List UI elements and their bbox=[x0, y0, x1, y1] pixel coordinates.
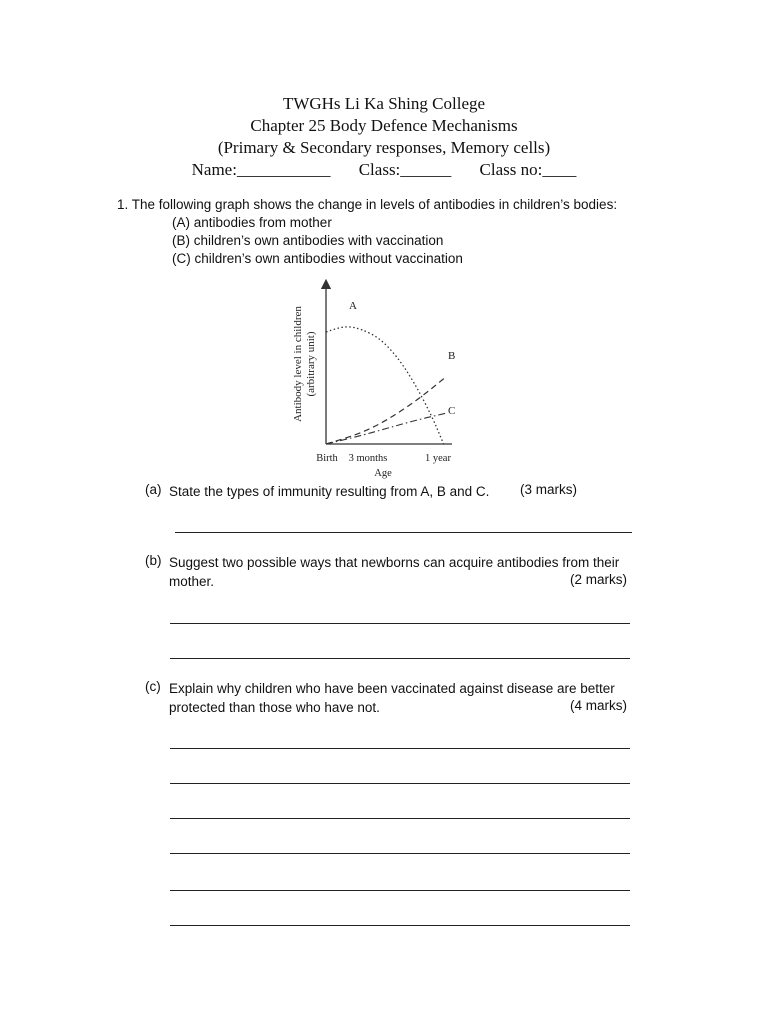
question-1c bbox=[145, 679, 627, 719]
antibody-graph bbox=[280, 278, 480, 483]
series-c-line bbox=[326, 413, 446, 444]
series-c-label: C bbox=[448, 405, 456, 417]
part-b-label: (b) bbox=[145, 553, 162, 568]
chapter-title: Chapter 25 Body Defence Mechanisms bbox=[250, 116, 518, 135]
answer-line-c3[interactable] bbox=[170, 818, 630, 819]
answer-line-c2[interactable] bbox=[170, 783, 630, 784]
answer-line-a1[interactable] bbox=[175, 532, 632, 533]
x-axis-label: Age bbox=[374, 468, 392, 479]
answer-line-c4[interactable] bbox=[170, 853, 630, 854]
student-info-row bbox=[180, 159, 589, 181]
class-no-field[interactable]: Class no:____ bbox=[479, 160, 577, 179]
name-field[interactable]: Name:___________ bbox=[191, 160, 331, 179]
part-a-marks: (3 marks) bbox=[520, 482, 577, 497]
part-b-text-line2: mother. bbox=[169, 574, 215, 589]
part-a-text: State the types of immunity resulting from A, B and C. bbox=[169, 484, 490, 499]
part-c-text-line1: Explain why children who have been vaccinated against disease are better bbox=[169, 681, 615, 696]
answer-line-c6[interactable] bbox=[170, 925, 630, 926]
part-c-marks: (4 marks) bbox=[570, 698, 627, 713]
y-axis-label: Antibody level in children bbox=[292, 306, 304, 422]
series-b-line bbox=[326, 377, 446, 444]
y-axis-unit-label: (arbitrary unit) bbox=[305, 331, 317, 397]
part-b-text-line1: Suggest two possible ways that newborns can acquire antibodies from their bbox=[169, 555, 620, 570]
series-b-label: B bbox=[448, 350, 456, 362]
question-1-intro: 1. The following graph shows the change in levels of antibodies in children’s bodies: bbox=[117, 197, 618, 212]
x-tick-birth: Birth bbox=[316, 453, 338, 464]
answer-line-c1[interactable] bbox=[170, 748, 630, 749]
part-b-marks: (2 marks) bbox=[570, 572, 627, 587]
x-tick-3-months: 3 months bbox=[348, 453, 388, 464]
part-c-label: (c) bbox=[145, 679, 161, 694]
series-a-label: A bbox=[349, 300, 357, 312]
answer-line-c5[interactable] bbox=[170, 890, 630, 891]
answer-line-b1[interactable] bbox=[170, 623, 630, 624]
worksheet-header bbox=[0, 93, 768, 181]
option-b: (B) children’s own antibodies with vaccination bbox=[172, 233, 444, 248]
answer-line-b2[interactable] bbox=[170, 658, 630, 659]
question-1a bbox=[145, 482, 577, 502]
chapter-subtitle: (Primary & Secondary responses, Memory cells) bbox=[217, 138, 551, 157]
series-a-line bbox=[326, 327, 444, 444]
question-1b bbox=[145, 553, 627, 593]
option-a: (A) antibodies from mother bbox=[172, 215, 332, 230]
part-a-label: (a) bbox=[145, 482, 162, 497]
option-c: (C) children’s own antibodies without vaccination bbox=[172, 251, 463, 266]
school-name: TWGHs Li Ka Shing College bbox=[282, 94, 486, 113]
x-tick-1-year: 1 year bbox=[425, 453, 451, 464]
part-c-text-line2: protected than those who have not. bbox=[169, 700, 380, 715]
class-field[interactable]: Class:______ bbox=[358, 160, 452, 179]
